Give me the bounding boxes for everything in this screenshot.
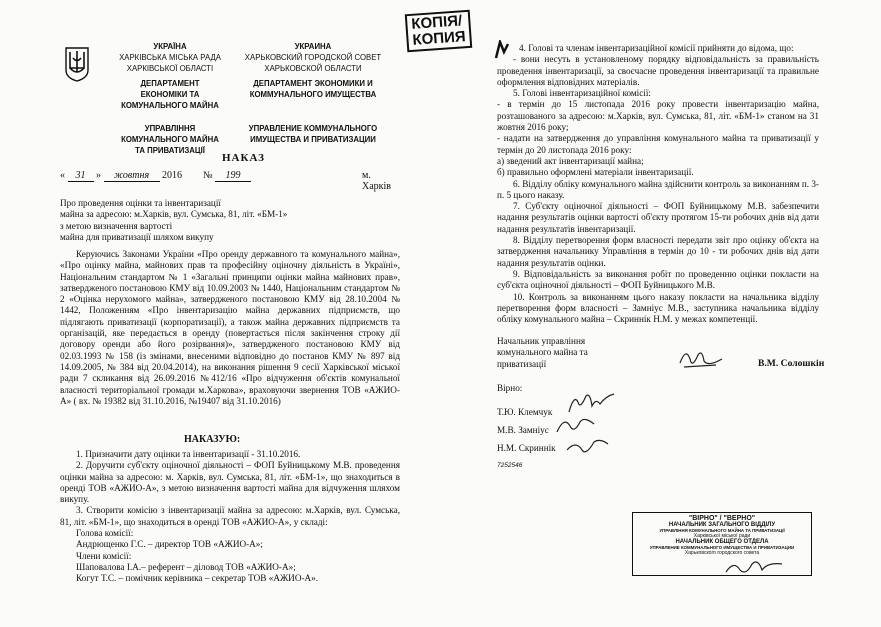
date-close-quote: »: [96, 170, 101, 181]
certify-stamp-title: "ВІРНО" / "ВЕРНО": [688, 515, 756, 522]
visa-code: 7252546: [497, 462, 523, 469]
certify-stamp-ru1: НАЧАЛЬНИК ОБЩЕГО ОТДЕЛА: [675, 539, 769, 545]
header-ru-upr1: УПРАВЛЕНИЕ КОММУНАЛЬНОГО: [248, 124, 378, 133]
order-subject: [60, 198, 360, 243]
header-ua-dept3: КОМУНАЛЬНОГО МАЙНА: [121, 101, 219, 110]
signature-position: [497, 336, 647, 370]
header-ua-line1: УКРАЇНА: [153, 42, 187, 51]
item-5-b-a: а) зведений акт інвентаризації майна;: [497, 155, 644, 166]
date-open-quote: «: [60, 170, 65, 181]
header-ru-upr2: ИМУЩЕСТВА И ПРИВАТИЗАЦИИ: [250, 135, 376, 144]
certify-stamp-ua2: УПРАВЛІННЯ КОМУНАЛЬНОГО МАЙНА ТА ПРИВАТИЗАЦІЇ: [659, 528, 785, 533]
item-5-lead: 5. Голові інвентаризаційної комісії:: [513, 88, 651, 99]
commission-member-1: Шаповалова І.А.– референт – діловод ТОВ «АЖИО-А»;: [76, 561, 296, 572]
order-number: 199: [215, 170, 251, 182]
item-4-lead: 4. Голові та членам інвентаризаційної комісії прийняти до відома, що:: [519, 43, 794, 53]
order-number-prefix: №: [203, 170, 213, 181]
header-ua-dept2: ЕКОНОМІКИ ТА: [140, 90, 200, 99]
subject-line3: з метою визначення вартості: [60, 220, 173, 231]
certify-stamp-ru2: УПРАВЛЕНИЕ КОММУНАЛЬНОГО ИМУЩЕСТВА И ПРИВАТИЗАЦИИ: [649, 545, 795, 550]
item-10: 10. Контроль за виконанням цього наказу покласти на начальника відділу перетворення форм власності – Замніус М.В., заступника начальника відділу обліку комунального майна – Скриннік Н.М. у межах компетенції.: [497, 291, 819, 325]
header-ru-line3: ХАРЬКОВСКОЙ ОБЛАСТИ: [264, 64, 362, 73]
order-month: жовтня: [104, 170, 160, 182]
item-2: 2. Доручити суб'єкту оціночної діяльності – ФОП Буйницькому М.В. проведення оцінки майна за адресою: м. Харків, вул. Сумська, 81, літ. «БМ-1», що знаходиться в оренді ТОВ «АЖИО-А», з метою визначення вартості майна для відчуження шляхом викупу.: [60, 460, 400, 505]
visa-name-3: Н.М. Скриннік: [497, 443, 556, 453]
copy-stamp-line1: КОПІЯ/: [410, 12, 463, 33]
signature-pos-3: приватизації: [497, 358, 547, 369]
commission-members-label: Члени комісії:: [76, 550, 132, 561]
order-city: м. Харків: [362, 170, 392, 193]
certify-stamp-ua1: НАЧАЛЬНИК ЗАГАЛЬНОГО ВІДДІЛУ: [668, 522, 776, 528]
header-ua-upr3: ТА ПРИВАТИЗАЦІЇ: [135, 146, 205, 155]
item-3: 3. Створити комісію з інвентаризації майна за адресою: м.Харків, вул. Сумська, 81, літ. «БМ-1», що знаходиться в оренді ТОВ «АЖИО-А», у складі:: [60, 505, 400, 527]
visa-signature-3-icon: [564, 436, 610, 458]
certify-stamp-ru3: Харьковского городского совета: [684, 550, 760, 556]
header-ua-line3: ХАРКІВСЬКОЇ ОБЛАСТІ: [126, 64, 214, 73]
header-ru-line2: ХАРЬКОВСКИЙ ГОРОДСКОЙ СОВЕТ: [244, 53, 382, 62]
header-ru-dept2: КОММУНАЛЬНОГО ИМУЩЕСТВА: [249, 90, 377, 99]
order-day: 31: [68, 170, 94, 182]
stamp-signature-icon: [724, 556, 784, 578]
signature-name: В.М. Солошкін: [758, 358, 825, 369]
item-7: 7. Суб'єкту оціночної діяльності – ФОП Буйницькому М.В. забезпечити надання результатів оцінки вартості об'єкту протягом 15-ти робочих днів від дати надання результатів інвентаризації.: [497, 201, 819, 234]
item-6: 6. Відділу обліку комунального майна здійснити контроль за виконанням п. 3-п. 5 цього наказу.: [497, 178, 819, 200]
header-ua-upr2: КОМУНАЛЬНОГО МАЙНА: [121, 135, 219, 144]
header-ru: [228, 41, 398, 145]
certify-stamp-ua3: Харківської міської ради: [693, 533, 751, 539]
visa-label: Вірно:: [497, 383, 523, 393]
order-date-line: [60, 170, 400, 193]
item-4-text: - вони несуть в установленому порядку відповідальність за правильність проведення інвентаризації, за своєчасне проведення інвентаризації та правильне оформлення відповідних матеріалів.: [497, 54, 819, 87]
copy-stamp-line2: КОПИЯ: [411, 28, 467, 49]
item-5-b: - надати на затвердження до управління комунального майна та приватизації у термін до 20 листопада 2016 року:: [497, 133, 819, 155]
visa-name-2: М.В. Замніус: [497, 425, 549, 435]
header-ua: [96, 41, 244, 156]
subject-line2: майна за адресою: м.Харків, вул. Сумська, 81, літ. «БМ-1»: [60, 209, 288, 220]
header-ua-upr1: УПРАВЛІННЯ: [144, 124, 196, 133]
visa-signature-1-icon: [566, 390, 618, 416]
commission-member-2: Когут Т.С. – помічник керівника – секретар ТОВ «АЖИО-А».: [76, 573, 319, 584]
order-year: 2016: [162, 170, 182, 181]
subject-line1: Про проведення оцінки та інвентаризації: [60, 198, 221, 208]
certify-stamp: [632, 512, 812, 576]
item-8: 8. Відділу перетворення форм власності передати звіт про оцінку об'єкта на затвердження начальнику Управління в термін до 10 - ти робочих днів від дати надання результатів оцінки.: [497, 235, 819, 268]
header-ru-line1: УКРАИНА: [294, 42, 332, 51]
signature-pos-1: Начальник управління: [497, 336, 586, 346]
copy-stamp: [405, 10, 473, 52]
item-9: 9. Відповідальність за виконання робіт по проведенню оцінки покласти на суб'єкта оціночної діяльності – ФОП Буйницького М.В.: [497, 268, 819, 291]
left-items: [60, 449, 400, 585]
trident-emblem-icon: [64, 46, 90, 82]
header-ua-dept1: ДЕПАРТАМЕНТ: [140, 79, 200, 88]
subject-line4: майна для приватизації шляхом викупу: [60, 231, 214, 242]
header-ua-line2: ХАРКІВСЬКА МІСЬКА РАДА: [119, 53, 221, 62]
header-ru-dept1: ДЕПАРТАМЕНТ ЭКОНОМИКИ И: [253, 79, 373, 88]
item-5-b-b: б) правильно оформлені матеріали інвентаризації.: [497, 167, 694, 178]
signature-pos-2: комунального майна та: [497, 347, 588, 358]
head-signature-icon: [676, 345, 726, 375]
order-title: НАКАЗ: [222, 152, 265, 164]
preamble-text: Керуючись Законами України «Про оренду державного та комунального майна», «Про оцінку майна, майнових прав та професійну оціночну діяльність в Україні», Національним стандартом № 1 «Загальні принципи оцінки майна майнових прав», затвердженого постановою КМУ від 10.09.2003 № 1440, Національним стандартом № 2 «Оцінка нерухомого майна», затвердженого постановою КМУ від 28.10.2004 № 1442, Положенням «Про інвентаризацію майна державних підприємств, що підлягають приватизації (корпоратизації), а також майна державних підприємств та організацій, яке передається в оренду (повертається після закінчення строку дії договору оренди або його розірвання)», затвердженого постановою КМУ від 02.03.1993 № 158 (із змінами, внесеними відповідно до постанов КМУ № 897 від 14.09.2005, № 384 від 20.04.2014), на виконання рішення 9 сесії Харківської міської ради 7 скликання від 26.09.2016 №412/16 «Про відчуження об'єктів комунальної власності територіальної громади м.Харкова», враховуючи звернення ТОВ «АЖИО-А» ( вх. № 19382 від 31.10.2016, №19407 від 31.10.2016): [60, 249, 400, 406]
commission-head: Андрющенко Г.С. – директор ТОВ «АЖИО-А»;: [76, 539, 263, 550]
visa-signature-2-icon: [554, 414, 598, 436]
nakazuyu-heading: НАКАЗУЮ:: [184, 434, 241, 445]
commission-head-label: Голова комісії:: [76, 528, 134, 539]
item-1: 1. Призначити дату оцінки та інвентаризації - 31.10.2016.: [76, 449, 301, 459]
right-items: [497, 43, 819, 325]
visa-name-1: Т.Ю. Клемчук: [497, 407, 553, 417]
item-5-a: - в термін до 15 листопада 2016 року провести інвентаризацію майна, розташованого за адресою: м.Харків, вул. Сумська, 81, літ. «БМ-1» станом на 31 жовтня 2016 року;: [497, 99, 819, 133]
